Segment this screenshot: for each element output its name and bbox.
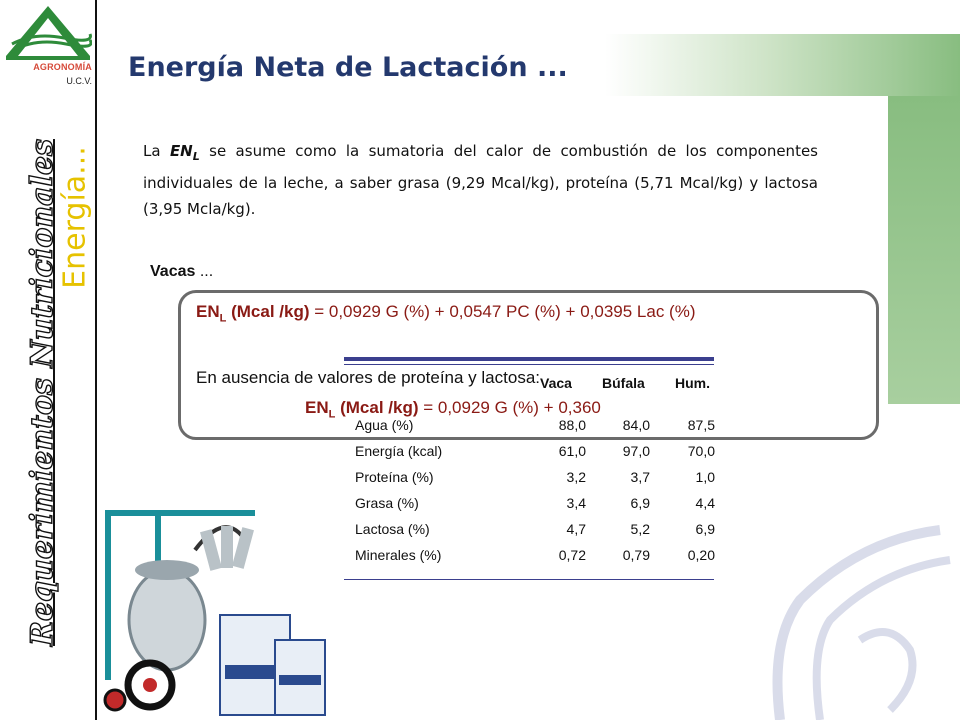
watermark-emblem-icon — [740, 520, 960, 720]
header-gradient-band — [605, 34, 960, 96]
table-row: Agua (%) 88,0 84,0 87,5 — [355, 417, 715, 433]
table-row: Minerales (%) 0,72 0,79 0,20 — [355, 547, 715, 563]
intro-paragraph: La $EN_L$ se asume como la sumatoria del calor de combustión de los componentes individuales de la leche, a saber grasa (9,29 Mcal/kg), proteína (5,71 Mcal/kg) y lactosa (3,95 Mcla/kg). — [143, 142, 818, 218]
logo-name: AGRONOMÍA — [33, 62, 92, 72]
logo-subtitle: U.C.V. — [66, 76, 92, 86]
table-row: Proteína (%) 3,2 3,7 1,0 — [355, 469, 715, 485]
milking-machine-icon — [95, 470, 345, 720]
agronomia-logo-icon — [4, 4, 92, 64]
section-label: Vacas ... — [150, 263, 214, 280]
note-text: En ausencia de valores de proteína y lactosa: — [196, 368, 540, 387]
table-top-rule-thin — [344, 364, 714, 365]
table-header-vaca: Vaca — [540, 375, 572, 391]
term-enl: $EN_L$ — [169, 142, 200, 163]
formula-main: $EN_L$ (Mcal /kg) = 0,0929 G (%) + 0,0547 PC (%) + 0,0395 Lac (%) — [196, 302, 696, 325]
table-header-hum: Hum. — [675, 375, 710, 391]
table-row: Grasa (%) 3,4 6,9 4,4 — [355, 495, 715, 511]
table-bottom-rule — [344, 579, 714, 580]
table-header-bufala: Búfala — [602, 375, 645, 391]
table-row: Energía (kcal) 61,0 97,0 70,0 — [355, 443, 715, 459]
formula-alt: $EN_L$ (Mcal /kg) = 0,0929 G (%) + 0,360 — [305, 398, 601, 421]
sidebar-title: Requerimientos Nutricionales — [25, 139, 60, 646]
sidebar-subtitle: Energía... — [57, 146, 93, 289]
table-top-rule — [344, 357, 714, 361]
page-title: Energía Neta de Lactación ... — [128, 52, 568, 83]
left-sidebar — [0, 0, 97, 720]
right-gradient-band — [888, 96, 960, 404]
table-row: Lactosa (%) 4,7 5,2 6,9 — [355, 521, 715, 537]
